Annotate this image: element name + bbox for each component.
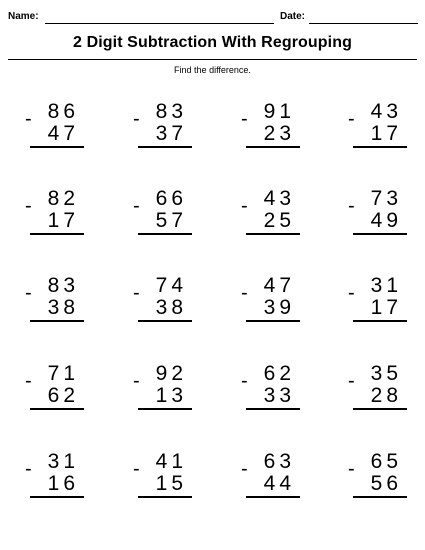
minus-sign: -	[25, 370, 32, 392]
subtraction-problem	[25, 275, 85, 331]
subtraction-problem	[241, 275, 301, 331]
answer-line[interactable]	[30, 408, 84, 410]
subtraction-problem	[133, 101, 193, 157]
answer-line[interactable]	[30, 496, 84, 498]
minus-sign: -	[241, 370, 248, 392]
answer-line[interactable]	[246, 496, 300, 498]
minus-sign: -	[25, 458, 32, 480]
minuend: 83	[155, 100, 187, 123]
subtrahend: 17	[370, 296, 402, 319]
subtraction-problem	[241, 101, 301, 157]
subtrahend: 38	[47, 296, 79, 319]
subtrahend: 17	[47, 209, 79, 232]
answer-line[interactable]	[30, 146, 84, 148]
subtrahend: 49	[370, 209, 402, 232]
subtrahend: 25	[263, 209, 295, 232]
answer-line[interactable]	[353, 233, 407, 235]
answer-line[interactable]	[353, 496, 407, 498]
minuend: 41	[155, 450, 187, 473]
answer-line[interactable]	[30, 233, 84, 235]
answer-line[interactable]	[246, 320, 300, 322]
minuend: 71	[47, 362, 79, 385]
minuend: 43	[370, 100, 402, 123]
minuend: 62	[263, 362, 295, 385]
minuend: 35	[370, 362, 402, 385]
minuend: 66	[155, 187, 187, 210]
answer-line[interactable]	[353, 408, 407, 410]
minuend: 65	[370, 450, 402, 473]
answer-line[interactable]	[138, 408, 192, 410]
subtraction-problem	[348, 363, 408, 419]
minus-sign: -	[133, 370, 140, 392]
minus-sign: -	[348, 108, 355, 130]
subtraction-problem	[133, 188, 193, 244]
minuend: 74	[155, 274, 187, 297]
subtraction-problem	[133, 275, 193, 331]
subtraction-problem	[348, 451, 408, 507]
minuend: 31	[370, 274, 402, 297]
answer-line[interactable]	[353, 320, 407, 322]
answer-line[interactable]	[138, 146, 192, 148]
subtrahend: 16	[47, 472, 79, 495]
subtrahend: 39	[263, 296, 295, 319]
name-field-line[interactable]	[45, 23, 274, 24]
subtraction-problem	[348, 275, 408, 331]
minus-sign: -	[133, 458, 140, 480]
minus-sign: -	[348, 370, 355, 392]
subtraction-problem	[25, 188, 85, 244]
subtrahend: 57	[155, 209, 187, 232]
minuend: 91	[263, 100, 295, 123]
answer-line[interactable]	[138, 320, 192, 322]
subtrahend: 44	[263, 472, 295, 495]
minuend: 92	[155, 362, 187, 385]
minuend: 82	[47, 187, 79, 210]
subtraction-problem	[241, 188, 301, 244]
subtraction-problem	[348, 101, 408, 157]
minus-sign: -	[348, 282, 355, 304]
minus-sign: -	[241, 195, 248, 217]
answer-line[interactable]	[138, 496, 192, 498]
name-label: Name:	[8, 11, 39, 22]
subtrahend: 15	[155, 472, 187, 495]
subtrahend: 28	[370, 384, 402, 407]
subtrahend: 62	[47, 384, 79, 407]
minus-sign: -	[25, 282, 32, 304]
minuend: 63	[263, 450, 295, 473]
subtrahend: 37	[155, 122, 187, 145]
minuend: 73	[370, 187, 402, 210]
answer-line[interactable]	[353, 146, 407, 148]
minus-sign: -	[133, 282, 140, 304]
minus-sign: -	[241, 458, 248, 480]
subtraction-problem	[25, 101, 85, 157]
minus-sign: -	[25, 195, 32, 217]
instructions: Find the difference.	[174, 65, 251, 75]
subtrahend: 23	[263, 122, 295, 145]
title-divider	[8, 59, 417, 60]
answer-line[interactable]	[246, 233, 300, 235]
minus-sign: -	[348, 458, 355, 480]
answer-line[interactable]	[246, 146, 300, 148]
subtrahend: 17	[370, 122, 402, 145]
subtraction-problem	[133, 363, 193, 419]
minuend: 47	[263, 274, 295, 297]
worksheet-title: 2 Digit Subtraction With Regrouping	[73, 34, 352, 51]
subtrahend: 33	[263, 384, 295, 407]
subtraction-problem	[25, 363, 85, 419]
minus-sign: -	[25, 108, 32, 130]
subtraction-problem	[241, 363, 301, 419]
minus-sign: -	[348, 195, 355, 217]
minuend: 31	[47, 450, 79, 473]
subtraction-problem	[133, 451, 193, 507]
answer-line[interactable]	[138, 233, 192, 235]
subtraction-problem	[25, 451, 85, 507]
minus-sign: -	[241, 282, 248, 304]
answer-line[interactable]	[30, 320, 84, 322]
subtrahend: 38	[155, 296, 187, 319]
answer-line[interactable]	[246, 408, 300, 410]
minus-sign: -	[133, 108, 140, 130]
subtraction-problem	[348, 188, 408, 244]
date-label: Date:	[280, 11, 306, 22]
subtrahend: 47	[47, 122, 79, 145]
date-field-line[interactable]	[309, 23, 418, 24]
subtraction-problem	[241, 451, 301, 507]
minus-sign: -	[133, 195, 140, 217]
minuend: 83	[47, 274, 79, 297]
minuend: 43	[263, 187, 295, 210]
subtrahend: 56	[370, 472, 402, 495]
subtrahend: 13	[155, 384, 187, 407]
header-row	[8, 11, 418, 25]
minus-sign: -	[241, 108, 248, 130]
minuend: 86	[47, 100, 79, 123]
